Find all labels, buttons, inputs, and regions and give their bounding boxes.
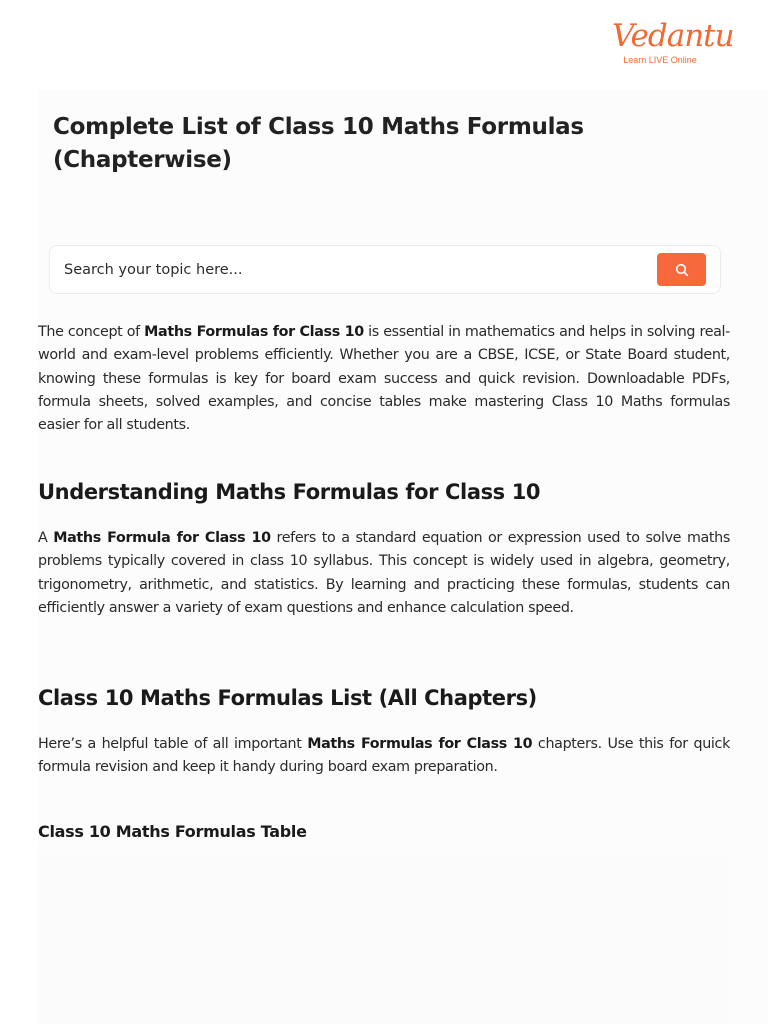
logo-wordmark: Vedantu bbox=[612, 18, 734, 54]
page-title: Complete List of Class 10 Maths Formulas (Chapterwise) bbox=[53, 114, 584, 173]
section-heading-understanding: Understanding Maths Formulas for Class 10 bbox=[38, 480, 541, 504]
logo-tagline: Learn LIVE Online bbox=[623, 55, 697, 65]
intro-text-end: is essential in mathematics and helps in solving real-world and exam-level problems efficiently. Whether you are a CBSE, ICSE, or State Board student, knowing these formulas is key for board exam success and quick revision. Downloadable PDFs, formula sheets, solved examples, and concise tables make mastering Class 10 Maths formulas easier for all students. bbox=[38, 324, 730, 434]
intro-paragraph bbox=[38, 321, 730, 437]
list-text-start: Here’s a helpful table of all important bbox=[38, 736, 308, 752]
list-text-end: chapters. Use this for quick formula revision and keep it handy during board exam preparation. bbox=[38, 736, 730, 776]
search-bar bbox=[49, 245, 721, 294]
section-heading-formulas-list: Class 10 Maths Formulas List (All Chapters) bbox=[38, 686, 537, 710]
understanding-text-start: A bbox=[38, 530, 54, 546]
search-button[interactable] bbox=[657, 253, 706, 286]
understanding-paragraph bbox=[38, 527, 730, 620]
search-input[interactable] bbox=[64, 257, 634, 283]
formulas-table-placeholder bbox=[38, 850, 730, 1024]
understanding-bold-term: Maths Formula for Class 10 bbox=[53, 530, 271, 546]
understanding-text-end: refers to a standard equation or expression used to solve maths problems typically covered in class 10 syllabus. This concept is widely used in algebra, geometry, trigonometry, arithmetic, and statistics. By learning and practicing these formulas, students can efficiently answer a variety of exam questions and enhance calculation speed. bbox=[38, 530, 730, 616]
hero-section bbox=[38, 90, 730, 315]
vedantu-logo[interactable] bbox=[612, 18, 734, 74]
formulas-list-paragraph bbox=[38, 733, 730, 780]
site-header bbox=[0, 0, 768, 90]
intro-bold-term: Maths Formulas for Class 10 bbox=[144, 324, 364, 340]
main-content bbox=[38, 90, 768, 1024]
search-icon bbox=[675, 263, 689, 277]
table-heading: Class 10 Maths Formulas Table bbox=[38, 822, 307, 841]
list-bold-term: Maths Formulas for Class 10 bbox=[307, 736, 533, 752]
intro-text-start: The concept of bbox=[38, 324, 145, 340]
